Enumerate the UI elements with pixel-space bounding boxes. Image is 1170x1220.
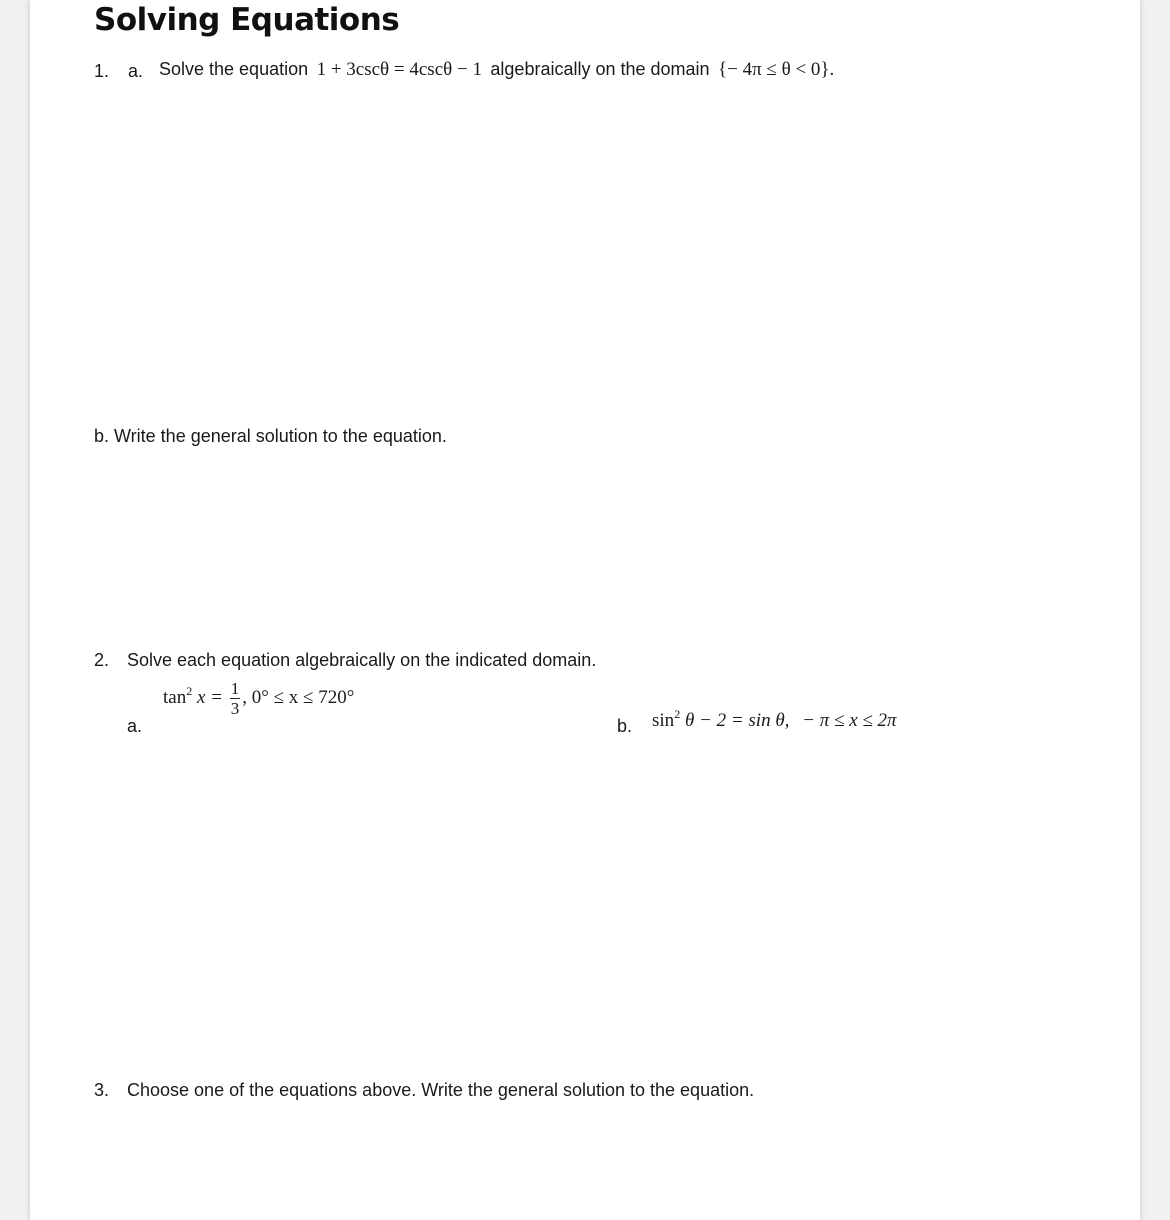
q2-b-rest: θ − 2 = sin θ, bbox=[684, 710, 790, 731]
q2-a-fraction bbox=[230, 680, 241, 717]
q1-b-text: b. Write the general solution to the equation. bbox=[94, 426, 447, 446]
q2-a-exponent: 2 bbox=[186, 683, 193, 698]
q2-a-equation bbox=[163, 680, 354, 717]
q1-a-text-mid: algebraically on the domain bbox=[490, 59, 710, 79]
page-title: Solving Equations bbox=[94, 2, 400, 38]
q2-b-equation bbox=[652, 707, 897, 732]
q1-a-label: a. bbox=[128, 61, 144, 81]
q2-b-label: b. bbox=[617, 716, 633, 736]
q2-a-domain: , 0° ≤ x ≤ 720° bbox=[242, 686, 355, 708]
q3-number: 3. bbox=[94, 1080, 110, 1100]
document-page bbox=[30, 0, 1140, 1220]
q2-a-numerator: 1 bbox=[230, 679, 240, 698]
q2-b-exponent: 2 bbox=[674, 707, 681, 721]
q1-a-statement bbox=[159, 59, 834, 81]
q1-a-equation: 1 + 3cscθ = 4cscθ − 1 bbox=[316, 59, 482, 80]
q1-a-domain: {− 4π ≤ θ < 0}. bbox=[718, 59, 835, 80]
q2-a-label: a. bbox=[127, 716, 143, 736]
q1-a-text-before: Solve the equation bbox=[159, 59, 309, 79]
q2-a-lhs: tan bbox=[163, 686, 187, 708]
q2-prompt: Solve each equation algebraically on the indicated domain. bbox=[127, 650, 597, 670]
q2-a-var: x = bbox=[196, 686, 223, 708]
q2-b-domain: − π ≤ x ≤ 2π bbox=[802, 710, 897, 731]
q3-prompt: Choose one of the equations above. Write the general solution to the equation. bbox=[127, 1080, 755, 1100]
q1-number: 1. bbox=[94, 61, 110, 81]
q2-b-fn: sin bbox=[652, 710, 675, 731]
q2-a-denominator: 3 bbox=[230, 699, 240, 718]
q2-number: 2. bbox=[94, 650, 110, 670]
